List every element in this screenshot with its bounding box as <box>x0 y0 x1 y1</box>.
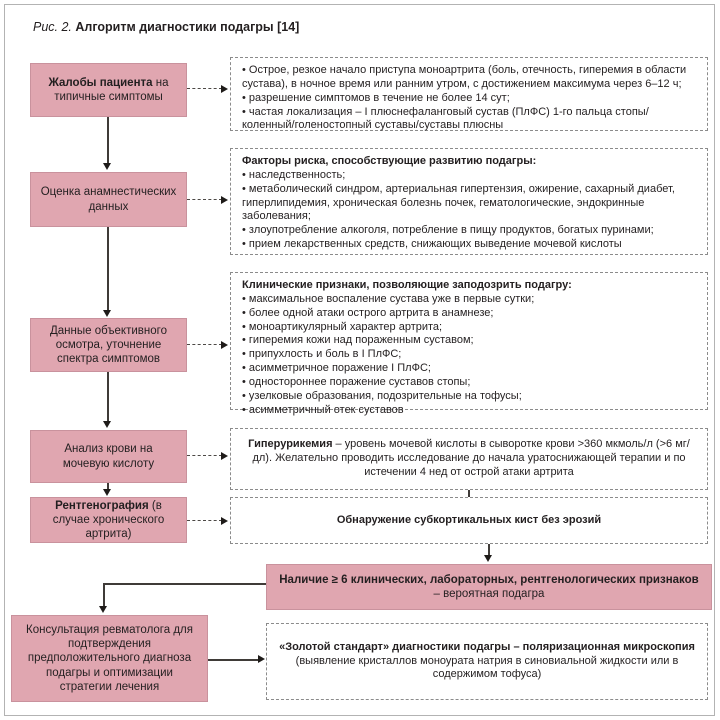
dashed-arrow-radiography-head <box>221 517 228 525</box>
dashed-arrow-complaints-head <box>221 85 228 93</box>
connector-probable-to-rheumatologist-horizontal <box>103 583 266 585</box>
arrow-rheumatologist-to-gold-line <box>208 659 259 661</box>
arrow-xray-finding-to-probable-head <box>484 555 492 562</box>
gold-standard-rest: (выявление кристаллов моноурата натрия в синовиальной жидкости или в содержимом тофуса) <box>295 654 679 681</box>
step-radiography-box <box>30 497 187 543</box>
step-radiography-rest: (в случае хронического артрита) <box>52 499 165 541</box>
hyperuricemia-text <box>242 438 696 480</box>
connector-probable-to-rheumatologist-vertical <box>103 583 105 607</box>
step-anamnesis-box <box>30 172 187 227</box>
arrow-complaints-to-anamnesis-head <box>103 163 111 170</box>
dashed-arrow-radiography-line <box>187 520 222 521</box>
clinical-sign-item: • узелковые образования, подозрительные на тофусы; <box>242 390 696 404</box>
dashed-arrow-uric-acid-line <box>187 455 222 456</box>
arrow-anamnesis-to-examination-head <box>103 310 111 317</box>
gold-standard-text <box>278 641 696 683</box>
step-complaints-rest: на типичные симптомы <box>54 76 169 103</box>
step-complaints-box <box>30 63 187 117</box>
xray-finding-text: Обнаружение субкортикальных кист без эрозий <box>336 513 602 526</box>
arrow-rheumatologist-to-gold-head <box>258 655 265 663</box>
step-uric-acid-test-box <box>30 430 187 483</box>
step-rheumatologist-box <box>11 615 208 702</box>
risk-factor-item: • злоупотребление алкоголя, потребление в пищу продуктов, богатых пуринами; <box>242 224 696 238</box>
clinical-signs-header: Клинические признаки, позволяющие заподозрить подагру: <box>242 279 572 291</box>
arrow-examination-to-uric-acid-head <box>103 421 111 428</box>
step-complaints-bold: Жалобы пациента <box>48 76 153 89</box>
step-uric-acid-test-label: Анализ крови на мочевую кислоту <box>62 443 155 470</box>
probable-gout-rest: – вероятная подагра <box>433 588 545 600</box>
arrow-uric-acid-to-radiography-head <box>103 489 111 496</box>
clinical-sign-item: • максимальное воспаление сустава уже в первые сутки; <box>242 293 696 307</box>
arrow-complaints-to-anamnesis-line <box>107 117 109 164</box>
dashed-arrow-anamnesis-head <box>221 196 228 204</box>
clinical-sign-item: • одностороннее поражение суставов стопы; <box>242 376 696 390</box>
step-anamnesis-label: Оценка анамнестических данных <box>40 186 177 213</box>
probable-gout-text <box>276 573 702 601</box>
step-complaints-label <box>40 76 177 104</box>
gold-standard-bold: «Золотой стандарт» диагностики подагры – поляризационная микроскопия <box>279 640 695 653</box>
dashed-arrow-complaints-line <box>187 88 222 89</box>
detail-symptoms-box <box>230 57 708 131</box>
clinical-sign-item: • асимметричное поражение I ПлФС; <box>242 362 696 376</box>
figure-title-text: Алгоритм диагностики подагры [14] <box>75 20 300 34</box>
outcome-probable-gout-box <box>266 564 712 610</box>
clinical-sign-item: • гиперемия кожи над пораженным суставом; <box>242 334 696 348</box>
detail-risk-factors-box <box>230 148 708 255</box>
clinical-sign-item: • асимметричный отек суставов <box>242 404 696 418</box>
risk-factor-item: • метаболический синдром, артериальная гипертензия, ожирение, сахарный диабет, гиперлипидемия, хроническая болезнь почек, гематологические, эндокринные заболевания; <box>242 183 696 225</box>
clinical-sign-item: • припухлость и боль в I ПлФС; <box>242 348 696 362</box>
dashed-arrow-examination-line <box>187 344 222 345</box>
figure-title <box>33 20 299 34</box>
outcome-gold-standard-box <box>266 623 708 700</box>
dashed-arrow-uric-acid-head <box>221 452 228 460</box>
connector-hyperuricemia-to-xray-finding <box>468 490 470 497</box>
step-radiography-bold: Рентгенография <box>55 499 149 512</box>
symptom-item: • Острое, резкое начало приступа моноартрита (боль, отечность, гиперемия в области сустава), в ночное время или ранним утром, с достижением максимума через 6–12 ч; <box>242 64 696 92</box>
figure-label: Рис. 2. <box>33 20 72 34</box>
risk-factor-item: • наследственность; <box>242 169 696 183</box>
detail-hyperuricemia-box <box>230 428 708 490</box>
arrow-anamnesis-to-examination-line <box>107 227 109 311</box>
probable-gout-bold: Наличие ≥ 6 клинических, лабораторных, рентгенологических признаков <box>279 573 699 586</box>
symptom-item: • частая локализация – I плюснефаланговый сустав (ПлФС) 1-го пальца стопы/коленный/голеностопный суставы/суставы плюсны <box>242 106 696 134</box>
hyperuricemia-rest: – уровень мочевой кислоты в сыворотке крови >360 мкмоль/л (>6 мг/дл). Желательно проводить исследование до начала уратоснижающей терапии и по истечении 4 нед от острой атаки артрита <box>252 438 690 478</box>
arrow-probable-to-rheumatologist-head <box>99 606 107 613</box>
step-rheumatologist-label: Консультация ревматолога для подтверждения предположительного диагноза подагры и оптимизации стратегии лечения <box>26 624 193 693</box>
hyperuricemia-bold: Гиперурикемия <box>248 438 333 451</box>
clinical-sign-item: • моноартикулярный характер артрита; <box>242 321 696 335</box>
step-examination-label: Данные объективного осмотра, уточнение спектра симптомов <box>50 324 167 365</box>
symptom-item: • разрешение симптомов в течение не более 14 сут; <box>242 92 696 106</box>
clinical-sign-item: • более одной атаки острого артрита в анамнезе; <box>242 307 696 321</box>
detail-clinical-signs-box <box>230 272 708 416</box>
risk-factors-header: Факторы риска, способствующие развитию подагры: <box>242 155 537 167</box>
detail-xray-finding-box <box>230 497 708 544</box>
dashed-arrow-anamnesis-line <box>187 199 222 200</box>
arrow-examination-to-uric-acid-line <box>107 372 109 422</box>
step-examination-box <box>30 318 187 372</box>
step-radiography-label <box>40 499 177 541</box>
risk-factor-item: • прием лекарственных средств, снижающих выведение мочевой кислоты <box>242 238 696 252</box>
dashed-arrow-examination-head <box>221 341 228 349</box>
